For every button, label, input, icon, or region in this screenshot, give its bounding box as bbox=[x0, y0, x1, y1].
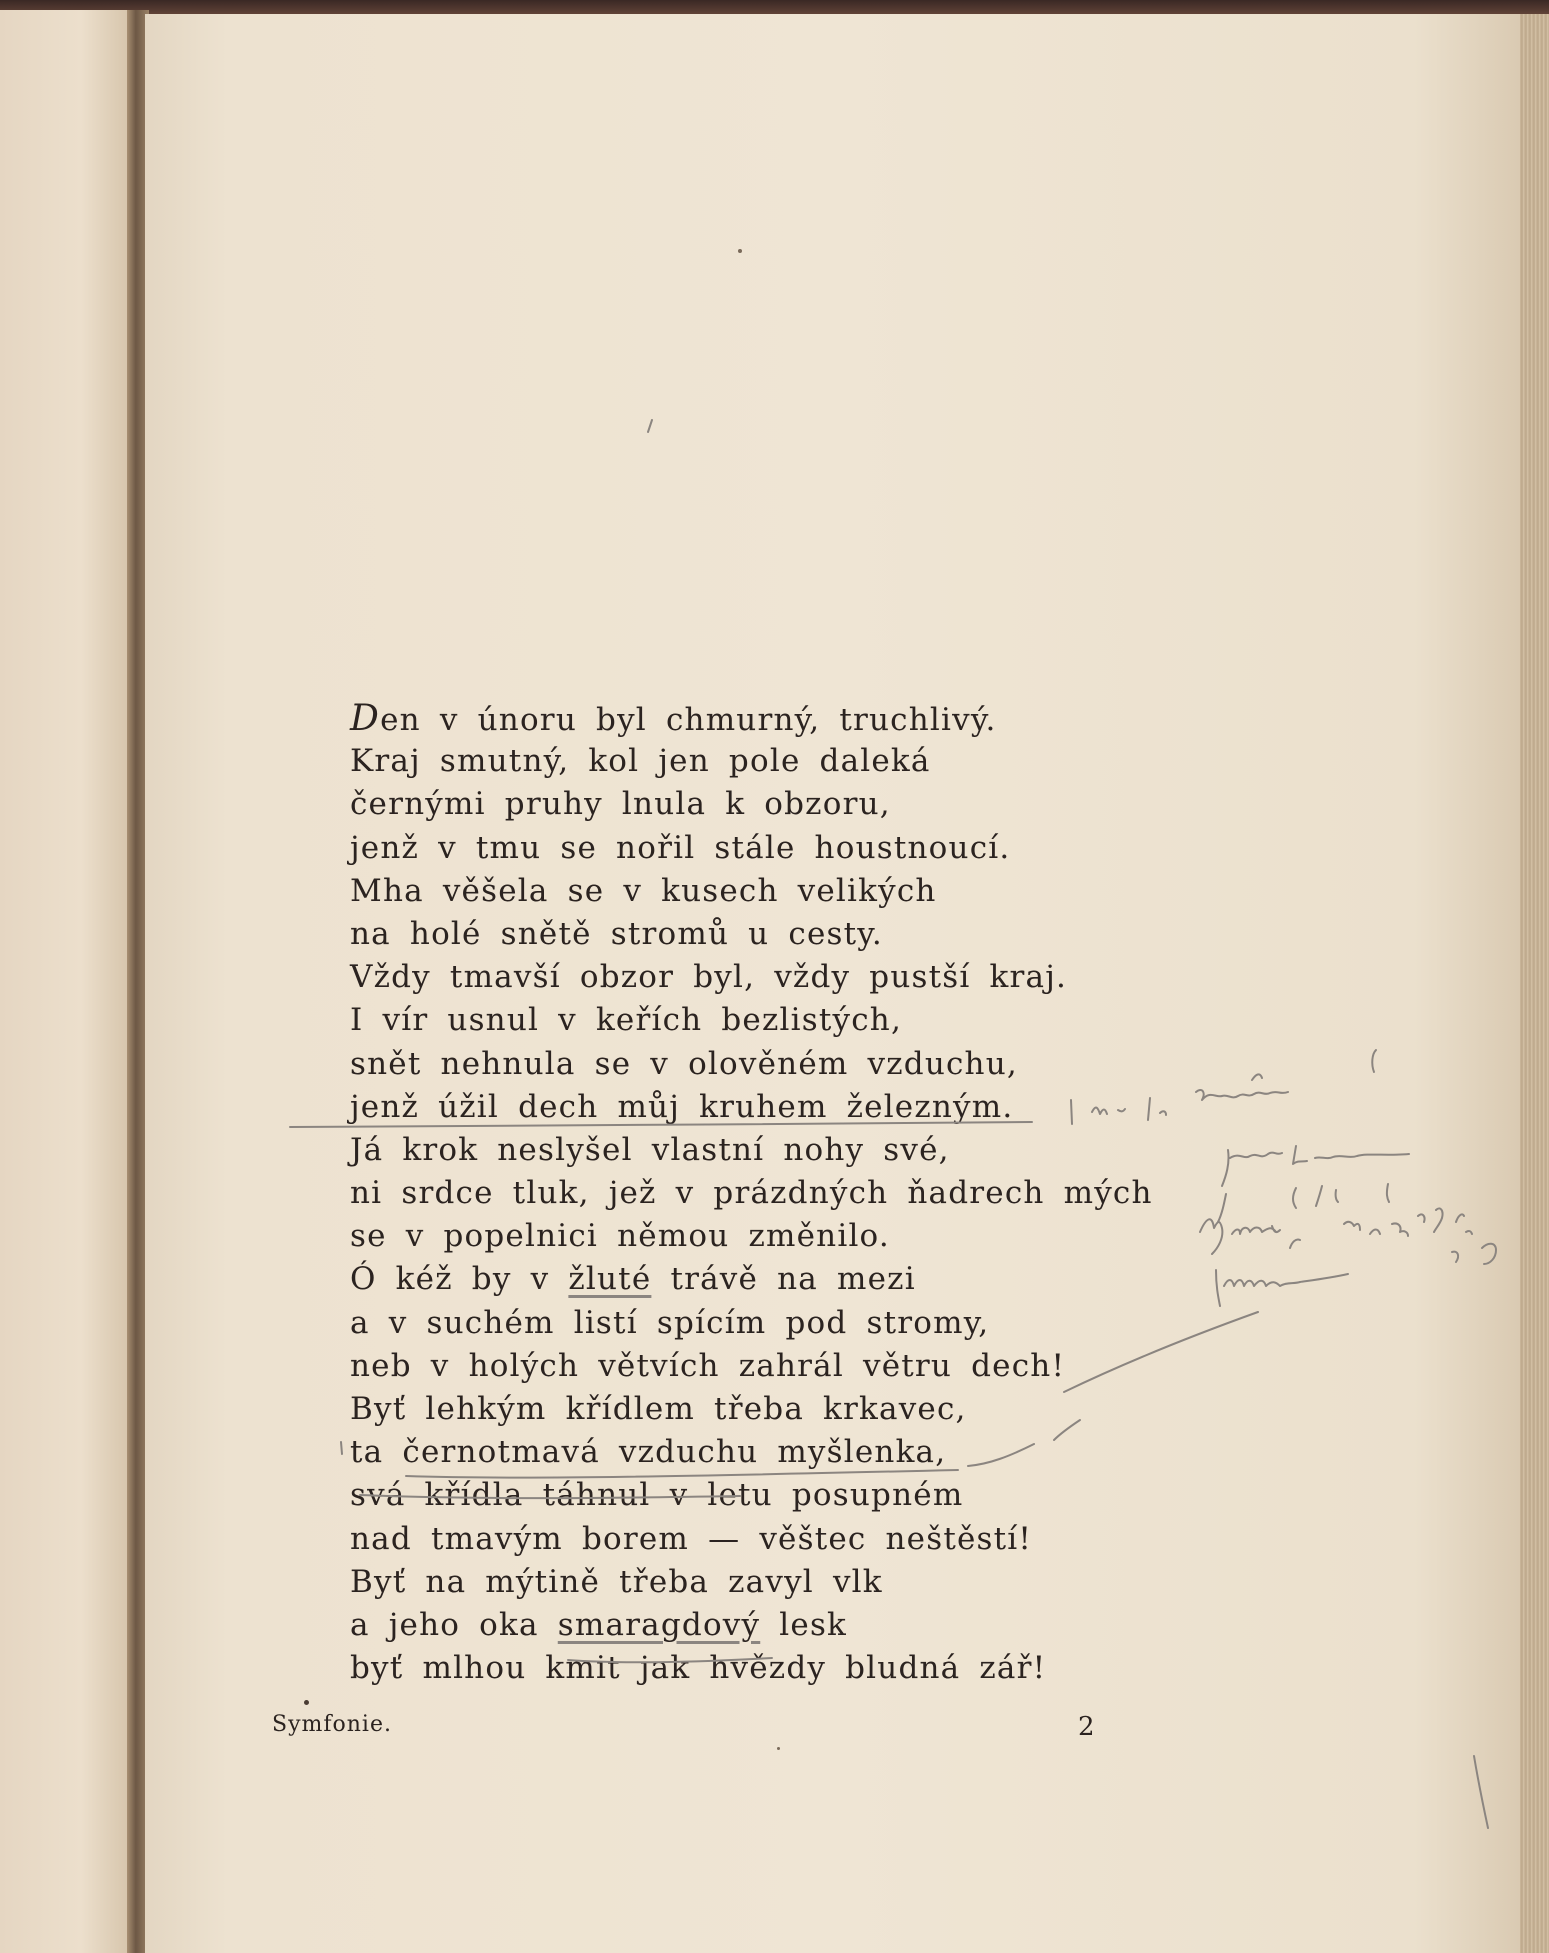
pencil-scribble bbox=[1200, 1208, 1472, 1254]
poem-line: byť mlhou kmit jak hvězdy bludná zář! bbox=[350, 1650, 1047, 1687]
poem-line: Kraj smutný, kol jen pole daleká bbox=[350, 743, 931, 780]
poem-line: Byť lehkým křídlem třeba krkavec, bbox=[350, 1391, 967, 1427]
pencil-scribble bbox=[1372, 1050, 1376, 1072]
poem-line: I vír usnul v keřích bezlistých, bbox=[350, 1002, 902, 1039]
poem-line: ni srdce tluk, jež v prázdných ňadrech mých bbox=[350, 1175, 1153, 1212]
poem-line: snět nehnula se v olověném vzduchu, bbox=[350, 1045, 1018, 1082]
poem-line: neb v holých větvích zahrál větru dech! bbox=[350, 1347, 1066, 1384]
pencil-scribble bbox=[1092, 1098, 1166, 1120]
page-number: 2 bbox=[1078, 1712, 1095, 1742]
poem-line-text: trávě na mezi bbox=[651, 1261, 916, 1298]
running-footer-title: Symfonie. bbox=[272, 1712, 392, 1737]
pencil-underline-stroke bbox=[568, 1658, 772, 1662]
poem-line: na holé snětě stromů u cesty. bbox=[350, 915, 883, 952]
poem-line-text: en v únoru byl chmurný, truchlivý. bbox=[380, 702, 997, 738]
poem-line: Vždy tmavší obzor byl, vždy pustší kraj. bbox=[350, 959, 1068, 996]
pencil-underlined-word: žluté bbox=[568, 1261, 652, 1298]
pencil-long-stroke bbox=[968, 1444, 1034, 1466]
pencil-underline-stroke bbox=[290, 1122, 1032, 1127]
poem-line: se v popelnici němou změnilo. bbox=[350, 1218, 890, 1255]
pencil-mark bbox=[648, 420, 652, 432]
pencil-scribble bbox=[1218, 1184, 1389, 1222]
pencil-mark bbox=[341, 1442, 342, 1454]
poem-line: jenž úžil dech můj kruhem železným. bbox=[350, 1088, 1014, 1125]
pencil-long-stroke bbox=[1474, 1756, 1488, 1828]
pencil-long-stroke bbox=[1064, 1312, 1258, 1392]
poem-line: a v suchém listí spícím pod stromy, bbox=[350, 1304, 990, 1341]
poem-line: černými pruhy lnula k obzoru, bbox=[350, 786, 891, 823]
pencil-tick bbox=[1071, 1100, 1072, 1124]
poem-line: nad tmavým borem — věštec neštěstí! bbox=[350, 1520, 1033, 1557]
poem-line-text: lesk bbox=[760, 1606, 848, 1643]
poem-line: jenž v tmu se nořil stále houstnoucí. bbox=[350, 829, 1011, 866]
poem-line: ta černotmavá vzduchu myšlenka, bbox=[350, 1434, 947, 1471]
pencil-underline-stroke bbox=[360, 1495, 740, 1498]
poem-line: Mha věšela se v kusech velikých bbox=[350, 872, 937, 909]
pencil-scribble bbox=[1216, 1270, 1348, 1306]
poem-line: Byť na mýtině třeba zavyl vlk bbox=[350, 1563, 883, 1600]
poem-line-text: a jeho oka bbox=[350, 1606, 558, 1643]
pencil-scribble bbox=[1196, 1074, 1288, 1100]
pencil-scribble bbox=[1222, 1146, 1409, 1186]
poem-line: svá křídla táhnul v letu posupném bbox=[350, 1477, 964, 1514]
poem-line: Já krok neslyšel vlastní nohy své, bbox=[350, 1131, 950, 1168]
pencil-underline-stroke bbox=[406, 1470, 958, 1478]
dropcap-initial: D bbox=[350, 698, 381, 739]
pencil-long-stroke bbox=[1054, 1420, 1080, 1440]
pencil-scribble bbox=[1452, 1244, 1496, 1264]
pencil-underlined-word: smaragdový bbox=[557, 1606, 761, 1643]
poem-line-text: Ó kéž by v bbox=[350, 1261, 569, 1298]
